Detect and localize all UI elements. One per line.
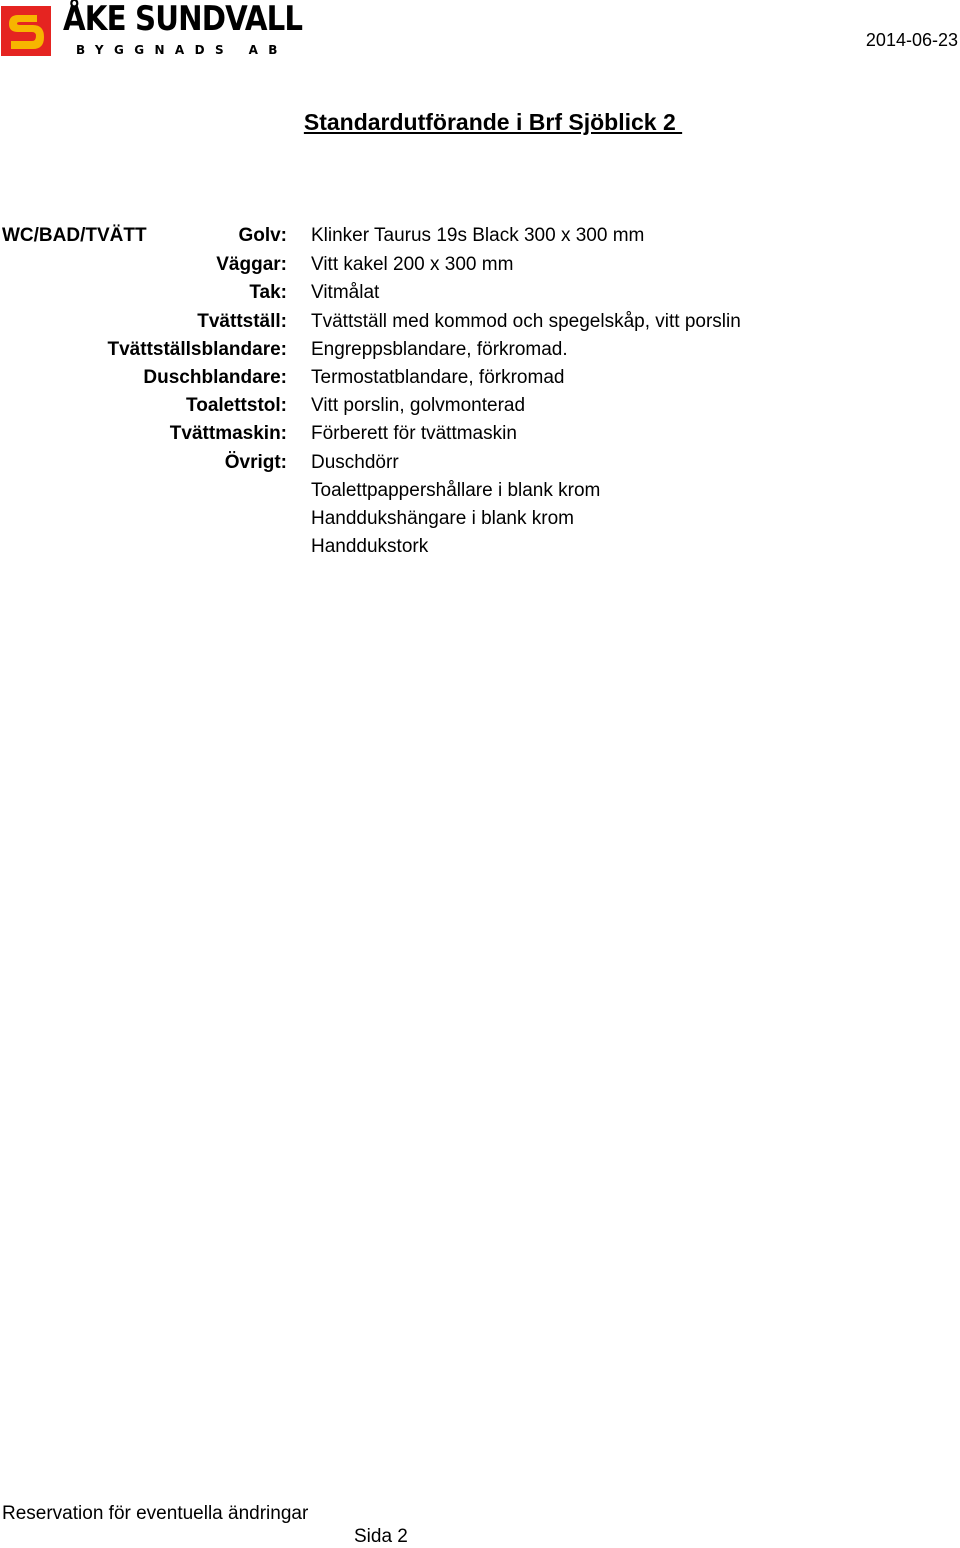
spec-row — [0, 451, 960, 479]
spec-label: Toalettstol: — [186, 395, 287, 416]
page-title: Standardutförande i Brf Sjöblick 2 — [303, 109, 683, 135]
spec-row — [0, 310, 960, 338]
company-name: ÅKE SUNDVALL — [63, 0, 303, 39]
spec-value: Termostatblandare, förkromad — [311, 367, 565, 388]
spec-label: Duschblandare: — [143, 367, 287, 388]
spec-row — [0, 422, 960, 450]
spec-row — [0, 224, 960, 252]
spec-value: Engreppsblandare, förkromad. — [311, 339, 568, 360]
spec-label: Väggar: — [216, 254, 287, 275]
spec-label: Golv: — [238, 225, 287, 246]
spec-row — [0, 338, 960, 366]
spec-value: Duschdörr — [311, 452, 399, 473]
section-heading: WC/BAD/TVÄTT — [2, 225, 147, 246]
spec-row — [0, 507, 960, 535]
page-number: Sida 2 — [354, 1526, 408, 1547]
spec-value: Tvättställ med kommod och spegelskåp, vitt porslin — [311, 311, 741, 332]
spec-label: Tak: — [249, 282, 287, 303]
spec-value: Vitt porslin, golvmonterad — [311, 395, 526, 416]
spec-value: Handdukshängare i blank krom — [311, 508, 574, 529]
spec-value: Vitmålat — [311, 282, 380, 303]
spec-value: Klinker Taurus 19s Black 300 x 300 mm — [311, 225, 645, 246]
spec-value: Förberett för tvättmaskin — [311, 423, 517, 444]
spec-value: Handdukstork — [311, 536, 429, 557]
spec-label: Tvättmaskin: — [169, 423, 287, 444]
spec-label: Tvättställsblandare: — [107, 339, 287, 360]
spec-row — [0, 281, 960, 309]
spec-row — [0, 479, 960, 507]
spec-label: Tvättställ: — [197, 311, 287, 332]
company-logo — [1, 0, 303, 59]
spec-value: Vitt kakel 200 x 300 mm — [311, 254, 514, 275]
document-date: 2014-06-23 — [865, 30, 958, 50]
spec-row — [0, 535, 960, 563]
spec-row — [0, 366, 960, 394]
spec-row — [0, 253, 960, 281]
logo-s-mark-icon — [1, 6, 51, 56]
company-subtitle: BYGGNADS AB — [76, 43, 288, 57]
spec-row — [0, 394, 960, 422]
reservation-note: Reservation för eventuella ändringar — [2, 1503, 309, 1524]
spec-value: Toalettpappershållare i blank krom — [311, 480, 601, 501]
spec-label: Övrigt: — [224, 452, 287, 473]
